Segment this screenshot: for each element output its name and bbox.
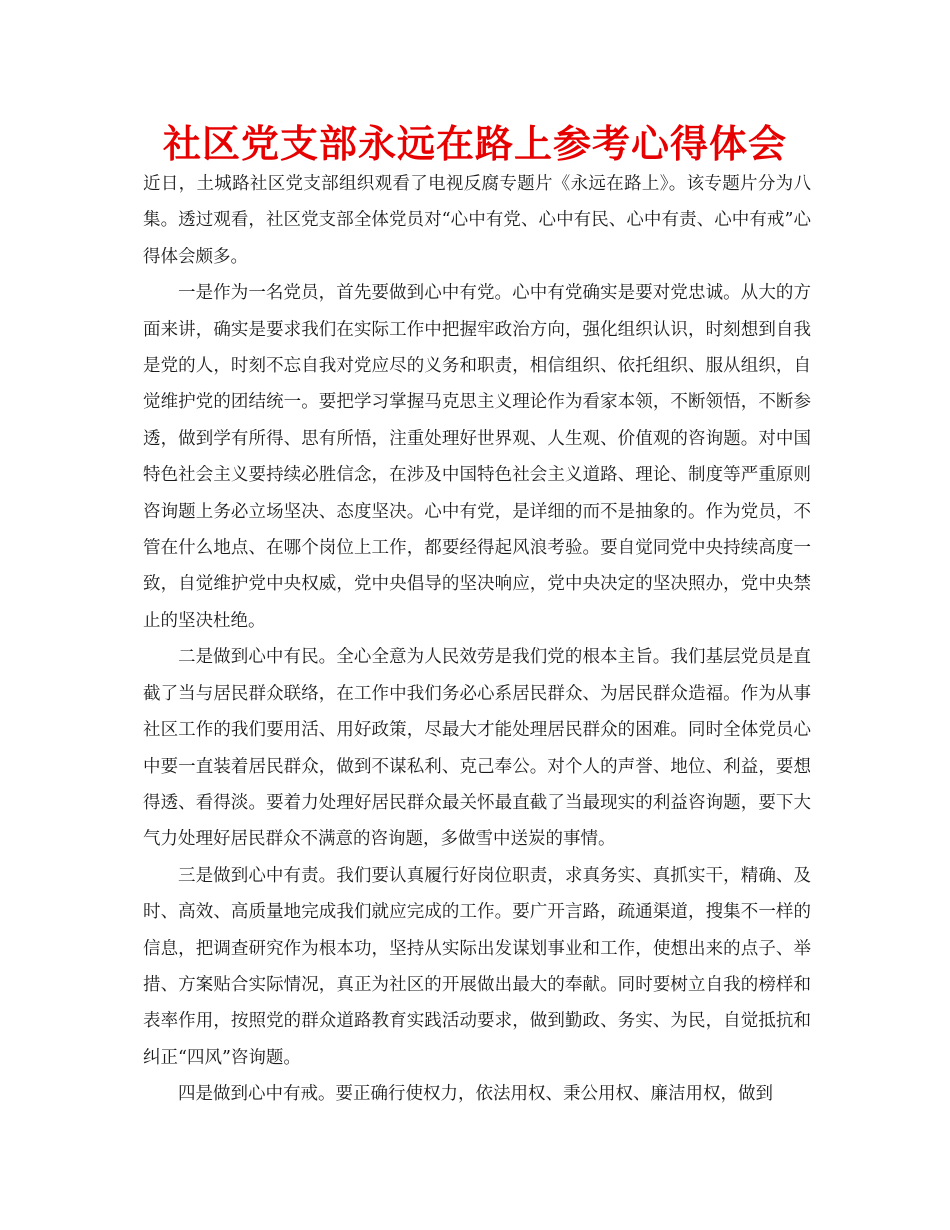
document-title: 社区党支部永远在路上参考心得体会: [162, 122, 787, 166]
paragraph-intro: 近日，土城路社区党支部组织观看了电视反腐专题片《永远在路上》。该专题片分为八集。透过观看，社区党支部全体党员对“心中有党、心中有民、心中有责、心中有戒”心得体会颇多。: [143, 174, 811, 267]
paragraph-heart-for-party: 一是作为一名党员，首先要做到心中有党。心中有党确实是要对党忠诚。从大的方面来讲，确实是要求我们在实际工作中把握牢政治方向，强化组织认识，时刻想到自我是党的人，时刻不忘自我对党应尽的义务和职责，相信组织、依托组织、服从组织，自觉维护党的团结统一。要把学习掌握马克思主义理论作为看家本领，不断领悟，不断参透，做到学有所得、思有所悟，注重处理好世界观、人生观、价值观的咨询题。对中国特色社会主义要持续必胜信念，在涉及中国特色社会主义道路、理论、制度等严重原则咨询题上务必立场坚决、态度坚决。心中有党，是详细的而不是抽象的。作为党员，不管在什么地点、在哪个岗位上工作，都要经得起风浪考验。要自觉同党中央持续高度一致，自觉维护党中央权威，党中央倡导的坚决响应，党中央决定的坚决照办，党中央禁止的坚决杜绝。: [143, 283, 811, 631]
paragraph-heart-for-duty: 三是做到心中有责。我们要认真履行好岗位职责，求真务实、真抓实干，精确、及时、高效、高质量地完成我们就应完成的工作。要广开言路，疏通渠道，搜集不一样的信息，把调查研究作为根本功，坚持从实际出发谋划事业和工作，使想出来的点子、举措、方案贴合实际情况，真正为社区的开展做出最大的奉献。同时要树立自我的榜样和表率作用，按照党的群众道路教育实践活动要求，做到勤政、务实、为民，自觉抵抗和纠正“四风”咨询题。: [143, 865, 811, 1068]
paragraph-heart-for-discipline: 四是做到心中有戒。要正确行使权力，依法用权、秉公用权、廉洁用权，做到: [178, 1084, 773, 1105]
paragraph-heart-for-people: 二是做到心中有民。全心全意为人民效劳是我们党的根本主旨。我们基层党员是直截了当与居民群众联络，在工作中我们务必心系居民群众、为居民群众造福。作为从事社区工作的我们要用活、用好政策，尽最大才能处理居民群众的困难。同时全体党员心中要一直装着居民群众，做到不谋私利、克己奉公。对个人的声誉、地位、利益，要想得透、看得淡。要着力处理好居民群众最关怀最直截了当最现实的利益咨询题，要下大气力处理好居民群众不满意的咨询题，多做雪中送炭的事情。: [143, 647, 811, 850]
document-body: [143, 166, 811, 1113]
